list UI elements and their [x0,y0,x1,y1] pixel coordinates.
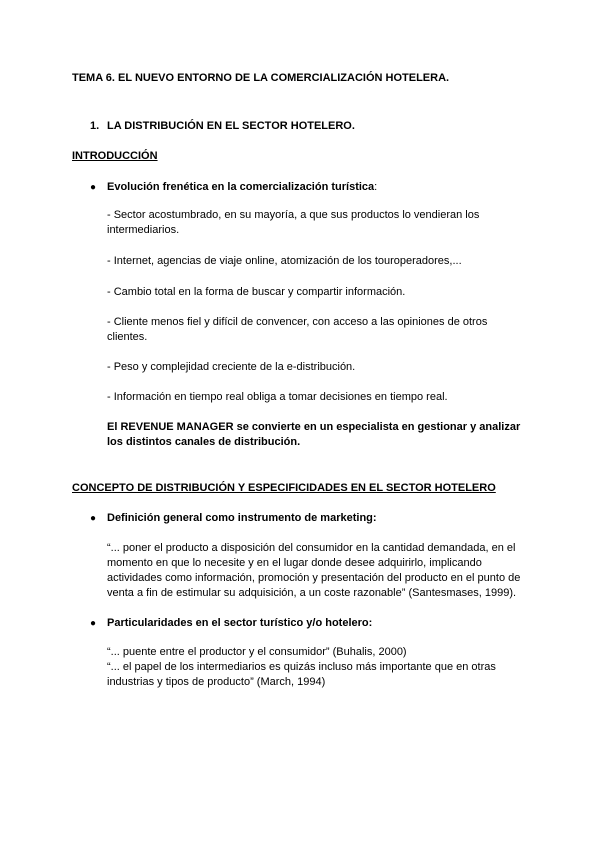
text-line: industrias y tipos de producto” (March, 1994) [107,676,326,688]
intro-item [107,390,537,405]
bullet-dot: ● [90,618,97,629]
intro-bullet-colon: : [374,181,378,193]
text-line: “... puente entre el productor y el consumidor” (Buhalis, 2000) [107,646,407,658]
intro-bullet [107,180,377,195]
bullet-dot: ● [90,513,97,524]
text-line: venta a fin de estimular su adquisición, a un coste razonable” (Santesmases, 1999). [107,587,517,599]
text-line: momento en que lo necesite y en el lugar donde desee adquirirlo, implicando [107,557,482,569]
section-number: 1. [90,120,100,132]
text-line: clientes. [107,331,148,343]
intro-item [107,208,537,238]
text-line: “... poner el producto a disposición del consumidor en la cantidad demandada, en el [107,542,516,554]
text-line: - Sector acostumbrado, en su mayoría, a que sus productos lo vendieran los [107,209,480,221]
document-title: TEMA 6. EL NUEVO ENTORNO DE LA COMERCIALIZACIÓN HOTELERA. [72,72,450,84]
intro-conclusion [107,420,537,450]
text-line: El REVENUE MANAGER se convierte en un especialista en gestionar y analizar [107,421,521,433]
text-line: - Internet, agencias de viaje online, atomización de los touroperadores,... [107,255,462,267]
concept-heading: CONCEPTO DE DISTRIBUCIÓN Y ESPECIFICIDADES EN EL SECTOR HOTELERO [72,482,496,494]
intro-bullet-label: Evolución frenética en la comercialización turística [107,181,375,193]
text-line: intermediarios. [107,224,180,236]
text-line: los distintos canales de distribución. [107,436,301,448]
text-line: - Información en tiempo real obliga a tomar decisiones en tiempo real. [107,391,448,403]
text-line: - Cliente menos fiel y difícil de convencer, con acceso a las opiniones de otros [107,316,488,328]
quote-block [107,645,537,690]
bullet-dot: ● [90,182,97,193]
quote-block [107,541,537,601]
section-heading: LA DISTRIBUCIÓN EN EL SECTOR HOTELERO. [107,120,355,132]
text-line: actividades como información, promoción y presentación del producto en el punto de [107,572,521,584]
intro-item [107,285,537,300]
text-line: “... el papel de los intermediarios es quizás incluso más importante que en otras [107,661,496,673]
concept-bullet-1: Definición general como instrumento de marketing: [107,512,377,524]
concept-bullet-2: Particularidades en el sector turístico y/o hotelero: [107,617,373,629]
text-line: - Peso y complejidad creciente de la e-distribución. [107,361,356,373]
intro-item [107,360,537,375]
text-line: - Cambio total en la forma de buscar y compartir información. [107,286,406,298]
intro-item [107,315,537,345]
intro-item [107,254,537,269]
intro-heading: INTRODUCCIÓN [72,150,158,162]
